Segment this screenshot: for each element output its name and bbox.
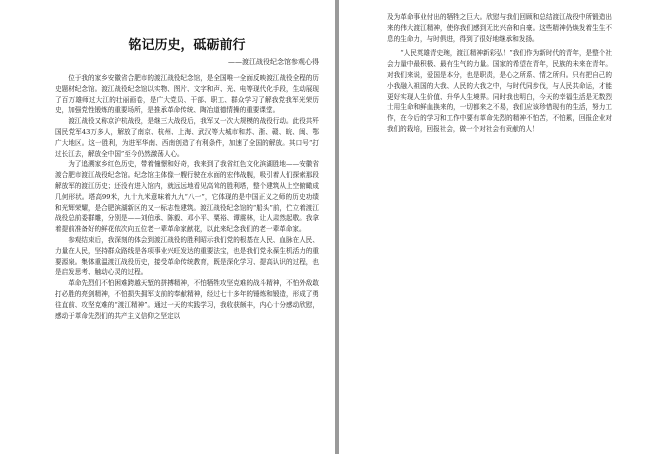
paragraph-intro: 位于我的家乡安徽省合肥市的渡江战役纪念馆，是全国唯一全面反映渡江战役全程的历史题材纪念馆。渡江战役纪念馆以实物、图片、文字和声、光、电等现代化手段，生动展现了百万雄师过大江的壮丽画卷，是广大党员、干部、职工、群众学习了解我党我军光荣历史，加强党性锻炼的重要场所，是推承革命传统、陶冶道德情操的重要课堂。 xyxy=(55,74,319,115)
left-page xyxy=(0,0,335,454)
page-subtitle: ——渡江战役纪念馆参观心得 xyxy=(228,58,319,66)
paragraph-conclusion: “人民英雄青史琬，渡江精神新彩弘！”我们作为新时代的青年，是整个社会力量中最积极、最有生气的力量。国家的希望在青年，民族的未来在青年。对我们来说，爱国是本分，也是职责，是心之所系、情之所归。只有把自己的小我融入祖国的大我、人民的大我之中，与时代同步伐，与人民共命运，才能更好实现人生价值、升华人生境界。同时我也明白，今天的幸福生活是无数烈士用生命和鲜血换来的，一切都来之不易，我们应该珍惜现有的生活，努力工作，在今后的学习和工作中要有革命先烈的精神不怕苦，不怕累，回报企业对我们的栽培，回报社会，做一个对社会有贡献的人！ xyxy=(387,49,612,133)
paragraph-continuation: 及为革命事业付出的牺牲之巨大。欣慰与我们回顾和总结渡江战役中所锻造出来的伟大渡江精神，使你我们感到无比兴奋和自豪。这些精神仍焕发着生生不息的生命力，与时俱进，得到了很好地继承和发扬。 xyxy=(387,13,612,43)
paragraph-visit: 为了追溯家乡红色历史，带着憧憬和好奇，我来到了我省红色文化滨湖胜地——安徽省渡合肥市渡江战役纪念馆。纪念馆主体像一艘行驶在水面的宏伟战舰，吸引着人们探索那段解放军的渡江历史；还没有进入馆内，就远远地看见高耸的胜利塔，整个建筑从上空俯瞰成几何形状。塔高99米，九十九米意味着九九“八一”，它体现的是中国正义之师的历史功绩和光辉荣耀，是合肥滨湖新区的又一标志性建筑。渡江战役纪念馆的“船头”前，伫立着渡江战役总前委群雕，分别是——刘伯承、陈毅、邓小平、粟裕、谭震林，让人肃然起敬。我拿着提前准备好的鲜花依次向五位老一辈革命家献花，以此来纪念我们的老一辈革命家。 xyxy=(55,160,319,234)
paragraph-reflection: 参观结束后，我深刻的体会到渡江战役的胜利昭示我们党的根基在人民、血脉在人民、力量在人民，坚持群众路线是各项事业兴旺发达的重要法宝，也是我们党永葆生机活力的重要源泉。集体重温渡江战役历史，接受革命传统教育，既是深化学习、提高认识的过程，也是启发思考、触动心灵的过程。 xyxy=(55,235,319,277)
page-title: 铭记历史，砥砺前行 xyxy=(128,38,246,53)
right-page xyxy=(339,0,672,454)
paragraph-spirit: 革命先烈们不怕困难跨越天堑的拼搏精神，不怕牺牲攻坚克难的战斗精神，不怕外敌敢打必胜的亮剑精神，不怕损失拥军支前的奉献精神，经过七十多年的锤炼和锻造，形成了勇往直前、攻坚克难的“渡江精神”。通过一天的实践学习，我收获颇丰，内心十分感动欣慰，感动于革命先烈们的共产主义信仰之坚定以 xyxy=(55,279,319,320)
paragraph-campaign: 渡江战役又称京沪杭战役，是继三大战役后，我军又一次大规模的战役行动。此役共歼国民党军43万多人，解放了南京、杭州、上海、武汉等大城市和苏、浙、赣、皖、闽、鄂广大地区。这一胜利，为进军华南、西南创造了有利条件，加速了全国的解放。其口号“打过长江去，解放全中国”至今仍然激荡人心。 xyxy=(55,117,319,158)
